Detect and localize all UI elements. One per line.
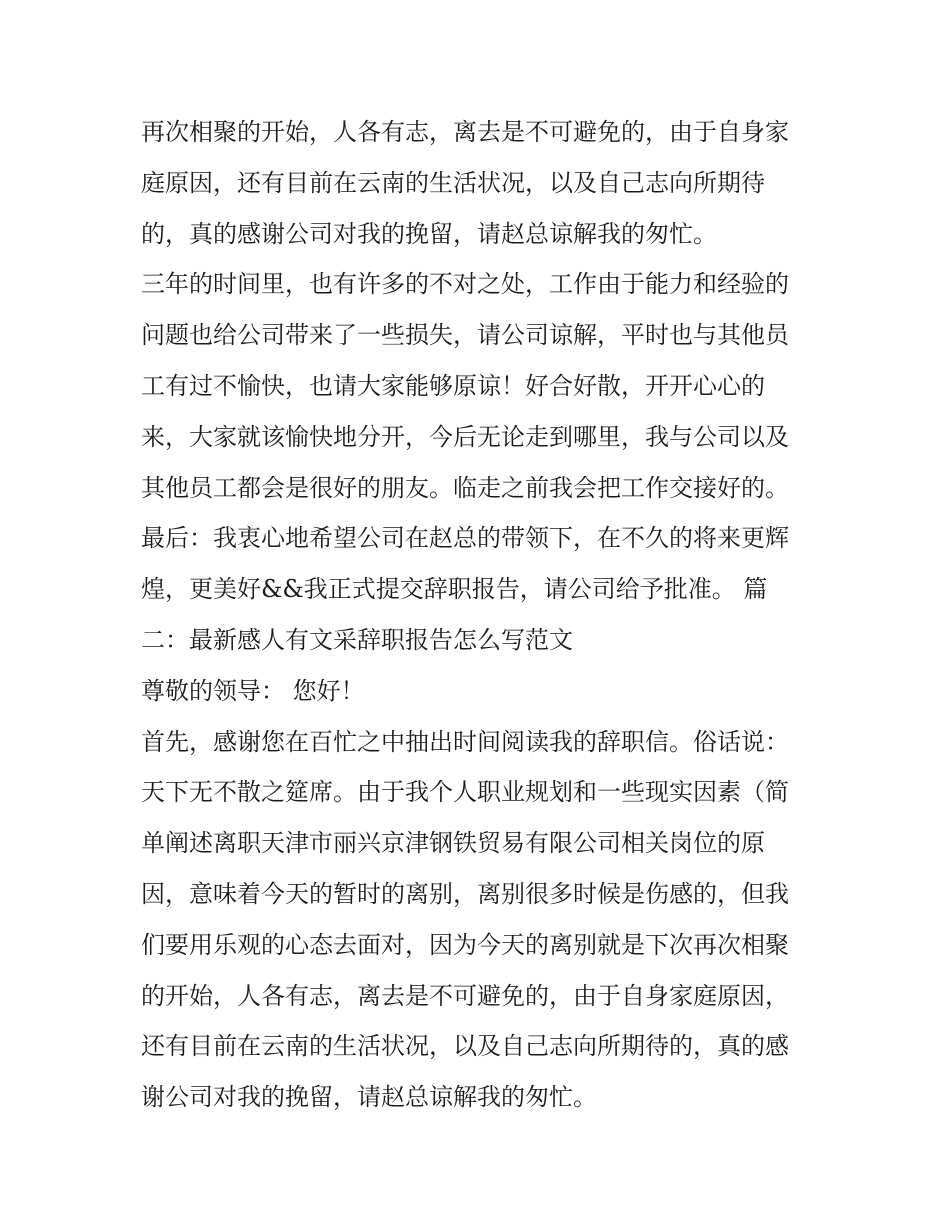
text-line: 工有过不愉快，也请大家能够原谅！好合好散，开开心心的 bbox=[141, 371, 765, 400]
text-line: 的，真的感谢公司对我的挽留，请赵总谅解我的匆忙。 bbox=[141, 219, 717, 248]
text-line: 的开始，人各有志，离去是不可避免的，由于自身家庭原因， bbox=[141, 981, 789, 1010]
text-line: 庭原因，还有目前在云南的生活状况，以及自己志向所期待 bbox=[141, 168, 765, 197]
text-line: 首先，感谢您在百忙之中抽出时间阅读我的辞职信。俗话说： bbox=[141, 727, 789, 756]
text-line: 问题也给公司带来了一些损失，请公司谅解，平时也与其他员 bbox=[141, 321, 789, 350]
text-line: 其他员工都会是很好的朋友。临走之前我会把工作交接好的。 bbox=[141, 473, 789, 502]
text-line: 因，意味着今天的暂时的离别，离别很多时候是伤感的，但我 bbox=[141, 879, 789, 908]
text-line: 还有目前在云南的生活状况，以及自己志向所期待的，真的感 bbox=[141, 1032, 789, 1061]
text-line: 单阐述离职天津市丽兴京津钢铁贸易有限公司相关岗位的原 bbox=[141, 829, 765, 858]
text-line: 天下无不散之筵席。由于我个人职业规划和一些现实因素（简 bbox=[141, 778, 789, 807]
text-line: 们要用乐观的心态去面对，因为今天的离别就是下次再次相聚 bbox=[141, 930, 789, 959]
text-line: 来，大家就该愉快地分开，今后无论走到哪里，我与公司以及 bbox=[141, 422, 789, 451]
text-line: 三年的时间里，也有许多的不对之处，工作由于能力和经验的 bbox=[141, 270, 789, 299]
document-body bbox=[141, 107, 821, 1123]
text-line: 煌，更美好&&我正式提交辞职报告，请公司给予批准。 篇 bbox=[141, 575, 768, 604]
text-line: 最后：我衷心地希望公司在赵总的带领下，在不久的将来更辉 bbox=[141, 524, 789, 553]
text-line: 谢公司对我的挽留，请赵总谅解我的匆忙。 bbox=[141, 1083, 597, 1112]
text-line: 再次相聚的开始，人各有志，离去是不可避免的，由于自身家 bbox=[141, 118, 789, 146]
text-line: 尊敬的领导： 您好！ bbox=[141, 676, 365, 705]
text-line: 二：最新感人有文采辞职报告怎么写范文 bbox=[141, 625, 573, 654]
